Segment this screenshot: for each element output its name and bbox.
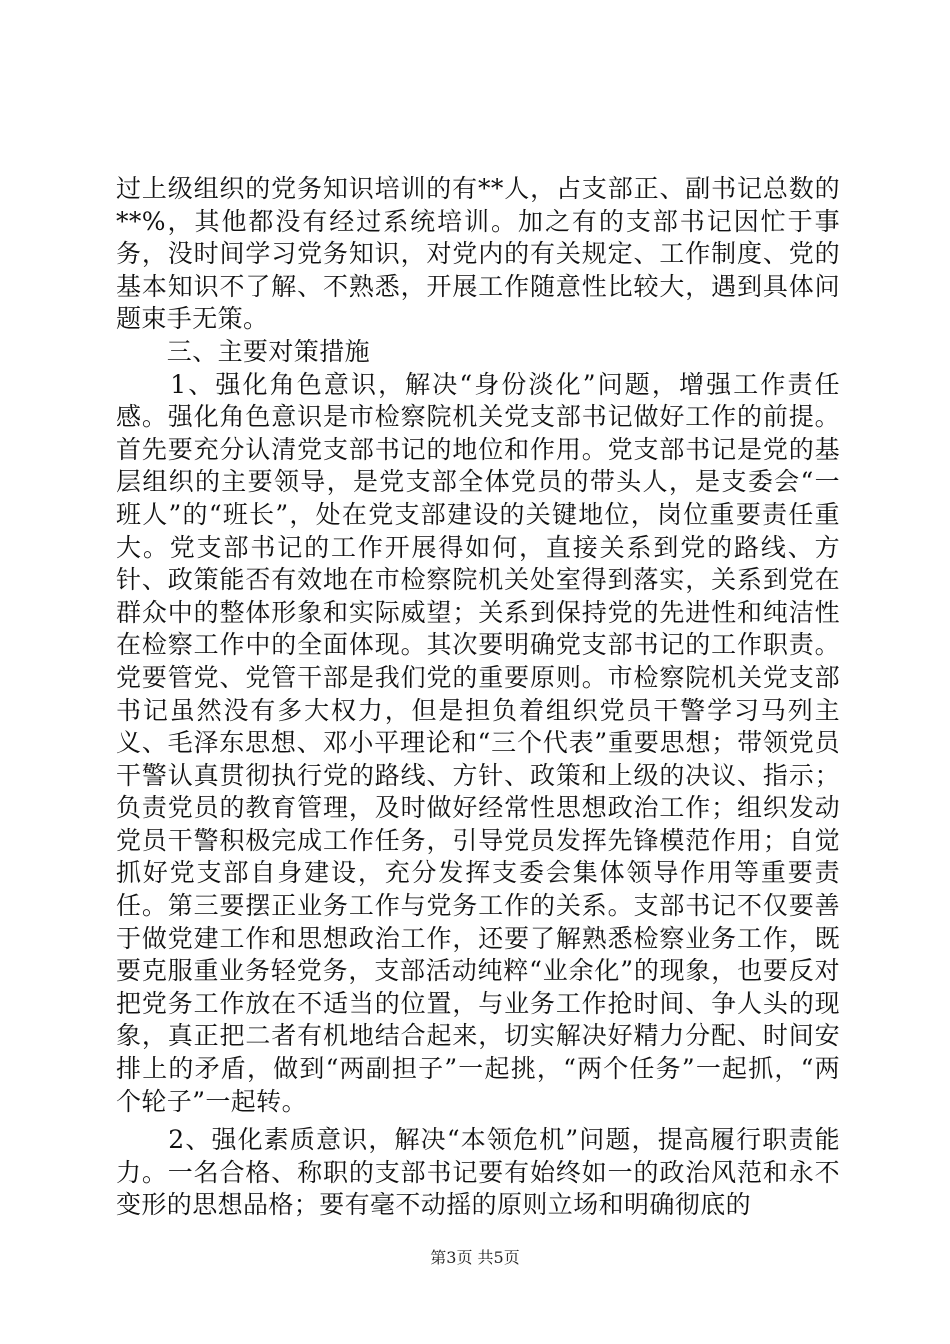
paragraph-role-awareness: 1、强化角色意识，解决“身份淡化”问题，增强工作责任感。强化角色意识是市检察院机关党支部书记做好工作的前提。首先要充分认清党支部书记的地位和作用。党支部书记是党的基层组织的主要领导，是党支部全体党员的带头人，是支委会“一班人”的“班长”，处在党支部建设的关键地位，岗位重要责任重大。党支部书记的工作开展得如何，直接关系到党的路线、方针、政策能否有效地在市检察院机关处室得到落实，关系到党在群众中的整体形象和实际威望；关系到保持党的先进性和纯洁性在检察工作中的全面体现。其次要明确党支部书记的工作职责。党要管党、党管干部是我们党的重要原则。市检察院机关党支部书记虽然没有多大权力，但是担负着组织党员干警学习马列主义、毛泽东思想、邓小平理论和“三个代表”重要思想；带领党员干警认真贯彻执行党的路线、方针、政策和上级的决议、指示；负责党员的教育管理，及时做好经常性思想政治工作；组织发动党员干警积极完成工作任务，引导党员发挥先锋模范作用；自觉抓好党支部自身建设，充分发挥支委会集体领导作用等重要责任。第三要摆正业务工作与党务工作的关系。支部书记不仅要善于做党建工作和思想政治工作，还要了解熟悉检察业务工作，既要克服重业务轻党务，支部活动纯粹“业余化”的现象，也要反对把党务工作放在不适当的位置，与业务工作抢时间、争人头的现象，真正把二者有机地结合起来，切实解决好精力分配、时间安排上的矛盾，做到“两副担子”一起挑，“两个任务”一起抓，“两个轮子”一起转。 <box>116 369 840 1116</box>
section-heading: 三、主要对策措施 <box>116 336 371 366</box>
document-body <box>116 173 840 1222</box>
page-number-footer: 第3页 共5页 <box>430 1248 520 1267</box>
paragraph-continuation: 过上级组织的党务知识培训的有**人，占支部正、副书记总数的**%，其他都没有经过系统培训。加之有的支部书记因忙于事务，没时间学习党务知识，对党内的有关规定、工作制度、党的基本知识不了解、不熟悉，开展工作随意性比较大，遇到具体问题束手无策。 <box>116 174 840 334</box>
paragraph-quality-awareness: 2、强化素质意识，解决“本领危机”问题，提高履行职责能力。一名合格、称职的支部书记要有始终如一的政治风范和永不变形的思想品格；要有毫不动摇的原则立场和明确彻底的 <box>116 1125 840 1220</box>
